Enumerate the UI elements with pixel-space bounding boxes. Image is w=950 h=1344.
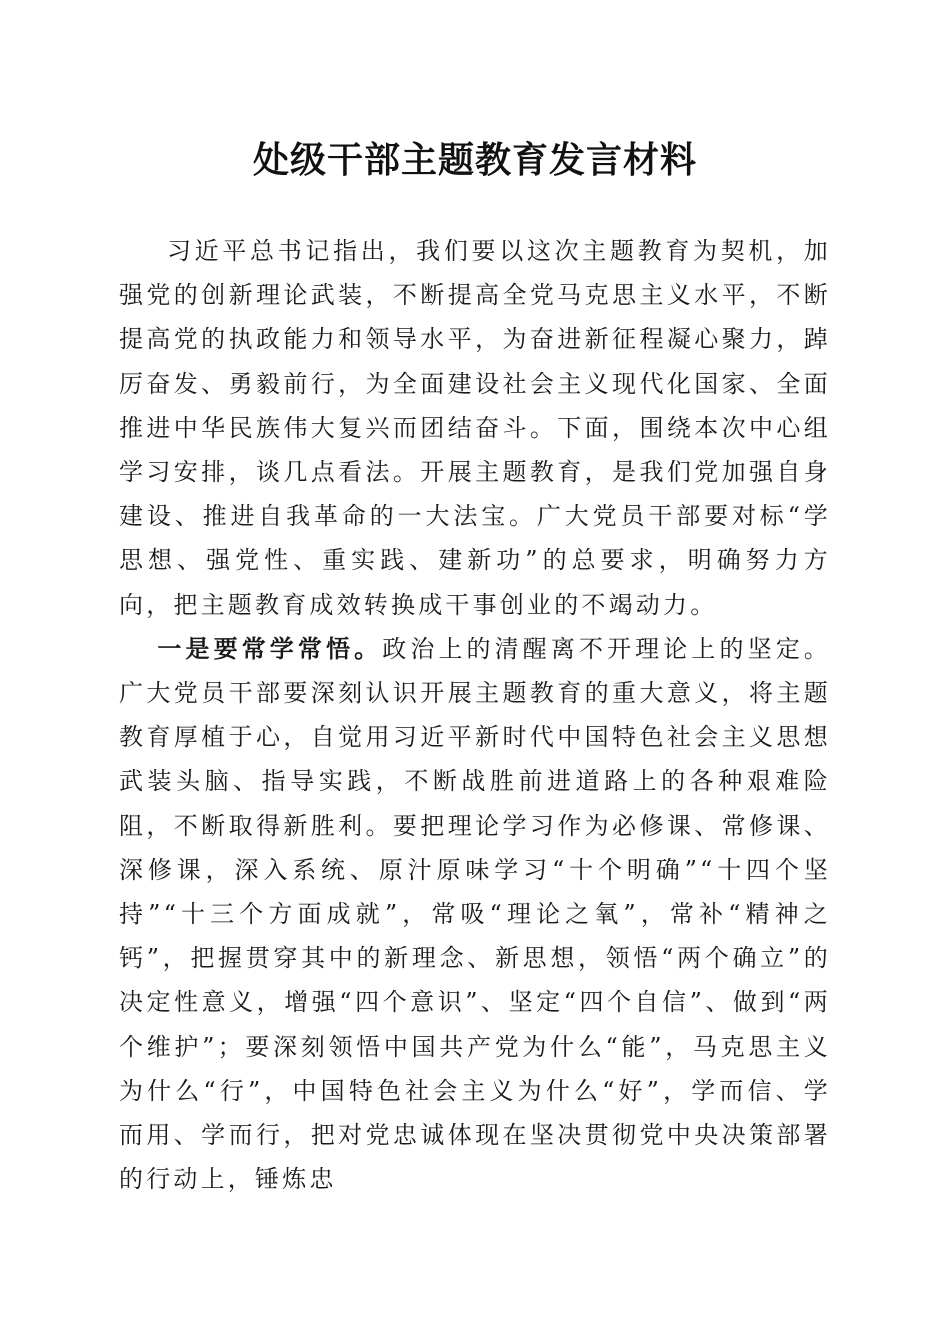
paragraph-intro [119,229,831,627]
paragraph-point-one-lead: 一是要常学常悟。 [157,633,383,663]
paragraph-point-one-text: 政治上的清醒离不开理论上的坚定。广大党员干部要深刻认识开展主题教育的重大意义，将主题教育厚植于心，自觉用习近平新时代中国特色社会主义思想武装头脑、指导实践，不断战胜前进道路上的各种艰难险阻，不断取得新胜利。要把理论学习作为必修课、常修课、深修课，深入系统、原汁原味学习“十个明确”“十四个坚持”“十三个方面成就”，常吸“理论之氧”，常补“精神之钙”，把握贯穿其中的新理念、新思想，领悟“两个确立”的决定性意义，增强“四个意识”、坚定“四个自信”、做到“两个维护”；要深刻领悟中国共产党为什么“能”，马克思主义为什么“行”，中国特色社会主义为什么“好”，学而信、学而用、学而行，把对党忠诚体现在坚决贯彻党中央决策部署的行动上，锤炼忠 [119,634,831,1194]
paragraph-point-one [119,627,831,1202]
document-title: 处级干部主题教育发言材料 [252,139,697,181]
document-body [119,229,831,1201]
paragraph-intro-text: 习近平总书记指出，我们要以这次主题教育为契机，加强党的创新理论武装，不断提高全党马克思主义水平，不断提高党的执政能力和领导水平，为奋进新征程凝心聚力，踔厉奋发、勇毅前行，为全面建设社会主义现代化国家、全面推进中华民族伟大复兴而团结奋斗。下面，围绕本次中心组学习安排，谈几点看法。开展主题教育，是我们党加强自身建设、推进自我革命的一大法宝。广大党员干部要对标“学思想、强党性、重实践、建新功”的总要求，明确努力方向，把主题教育成效转换成干事创业的不竭动力。 [119,237,831,619]
